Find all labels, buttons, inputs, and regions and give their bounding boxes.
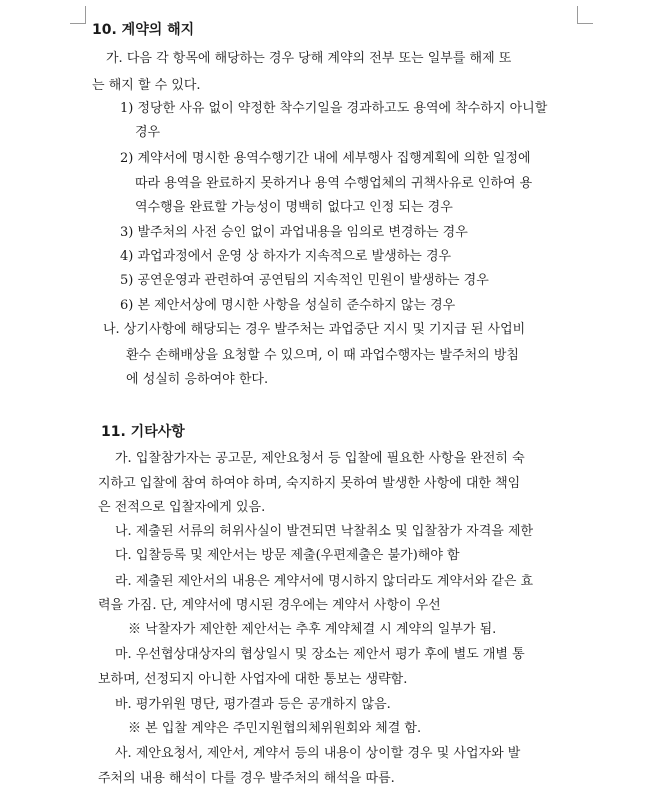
crop-mark-top-left-h [70,23,86,24]
crop-mark-top-right-v [577,6,578,24]
crop-mark-top-left-v [85,6,86,24]
crop-mark-top-right-h [577,23,593,24]
